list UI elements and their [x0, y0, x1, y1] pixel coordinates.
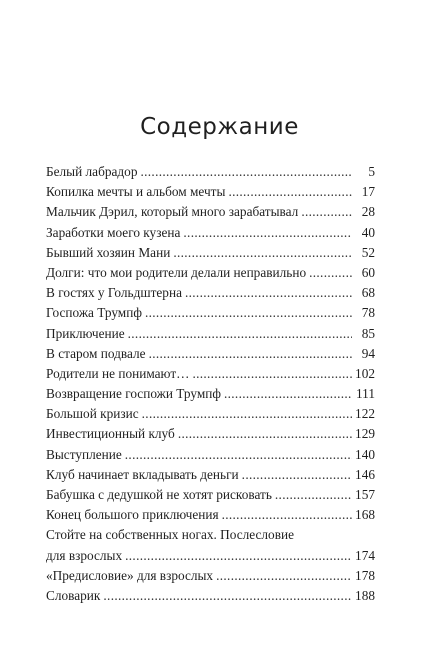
- toc-entry-title: В старом подвале: [46, 345, 146, 361]
- toc-entry-page: 122: [355, 406, 375, 422]
- toc-entry[interactable]: [46, 566, 375, 586]
- toc-leader-dots: [275, 485, 352, 505]
- toc-entry[interactable]: [46, 424, 375, 444]
- toc-entry[interactable]: [46, 202, 375, 222]
- toc-entry-page: 188: [355, 587, 375, 603]
- toc-entry[interactable]: [46, 243, 375, 263]
- toc-entry-page: 85: [361, 325, 375, 341]
- toc-leader-dots: [145, 303, 352, 323]
- toc-entry-page: 68: [361, 285, 375, 301]
- toc-leader-dots: [149, 344, 352, 364]
- toc-entry-title-line1: Стойте на собственных ногах. Послесловие: [46, 527, 294, 543]
- toc-entry[interactable]: [46, 223, 375, 243]
- toc-entry-title: Белый лабрадор: [46, 164, 138, 179]
- toc-entry[interactable]: [46, 182, 375, 202]
- toc-leader-dots: [183, 223, 352, 243]
- toc-entry[interactable]: [46, 162, 375, 182]
- toc-entry-page: 129: [355, 426, 375, 442]
- toc-entry[interactable]: [46, 586, 375, 606]
- toc-entry[interactable]: [46, 283, 375, 303]
- toc-entry-title: Словарик: [46, 587, 101, 603]
- toc-entry[interactable]: [46, 505, 375, 525]
- toc-entry-afterword[interactable]: [46, 525, 375, 565]
- toc-entry[interactable]: [46, 465, 375, 485]
- toc-entry-title: Возвращение госпожи Трумпф: [46, 386, 221, 402]
- toc-entry-page: 102: [355, 365, 375, 381]
- toc-entry-title: Родители не понимают…: [46, 365, 190, 381]
- toc-leader-dots: [125, 445, 352, 465]
- toc-leader-dots: [140, 162, 352, 182]
- toc-leader-dots: [192, 364, 352, 384]
- toc-leader-dots: [178, 424, 352, 444]
- toc-entry[interactable]: [46, 485, 375, 505]
- toc-entry-title: В гостях у Гольдштерна: [46, 285, 182, 301]
- toc-entry-page: 94: [361, 345, 375, 361]
- toc-entry-page: 178: [355, 567, 375, 583]
- toc-entry[interactable]: [46, 384, 375, 404]
- page-title: Содержание: [140, 114, 299, 140]
- toc-entry-title: Приключение: [46, 325, 125, 341]
- toc-entry-page: 140: [355, 446, 375, 462]
- toc-entry[interactable]: [46, 303, 375, 323]
- toc-entry-title: Выступление: [46, 446, 122, 462]
- toc-entry-page: 174: [355, 547, 375, 563]
- toc-entry-title: Бабушка с дедушкой не хотят рисковать: [46, 487, 272, 502]
- toc-leader-dots: [301, 202, 352, 222]
- toc-leader-dots: [103, 586, 352, 606]
- toc-leader-dots: [242, 465, 352, 485]
- toc-entry-page: 168: [355, 507, 375, 523]
- toc-entry-title: Долги: что мои родители делали неправильно: [46, 264, 307, 280]
- toc-entry-page: 146: [355, 466, 375, 482]
- toc-entry[interactable]: [46, 344, 375, 364]
- toc-leader-dots: [309, 263, 352, 283]
- toc-leader-dots: [125, 546, 352, 566]
- toc-entry-page: 5: [368, 164, 375, 179]
- toc-entry[interactable]: [46, 364, 375, 384]
- toc-leader-dots: [228, 182, 352, 202]
- toc-entry-page: 52: [361, 244, 375, 260]
- toc-entry[interactable]: [46, 445, 375, 465]
- toc-entry-title: Мальчик Дэрил, который много зарабатывал: [46, 204, 299, 220]
- toc-entry-title: Клуб начинает вкладывать деньги: [46, 466, 239, 482]
- toc-entry-title: «Предисловие» для взрослых: [46, 567, 214, 583]
- toc-entry-title: Большой кризис: [46, 406, 139, 422]
- toc-entry-title: Копилка мечты и альбом мечты: [46, 184, 226, 200]
- toc-entry-page: 78: [361, 305, 375, 321]
- toc-entry-page: 60: [361, 264, 375, 280]
- toc-leader-dots: [128, 324, 352, 344]
- toc-leader-dots: [173, 243, 352, 263]
- toc-leader-dots: [142, 404, 352, 424]
- toc-entry[interactable]: [46, 404, 375, 424]
- toc-entry-page: 157: [355, 487, 375, 502]
- toc-leader-dots: [185, 283, 352, 303]
- toc-entry-page: 28: [361, 204, 375, 220]
- toc-entry-title: Бывший хозяин Мани: [46, 244, 171, 260]
- toc-entry-page: 40: [361, 224, 375, 240]
- toc-entry-title: Конец большого приключения: [46, 507, 219, 523]
- toc-entry-title: Госпожа Трумпф: [46, 305, 142, 321]
- toc-leader-dots: [222, 505, 352, 525]
- toc-entry[interactable]: [46, 263, 375, 283]
- toc-entry-title: Инвестиционный клуб: [46, 426, 175, 442]
- toc-entry-page: 111: [356, 386, 375, 402]
- toc-entry-title: Заработки моего кузена: [46, 224, 181, 240]
- toc-leader-dots: [216, 566, 352, 586]
- table-of-contents: [46, 162, 375, 606]
- toc-leader-dots: [224, 384, 352, 404]
- toc-entry[interactable]: [46, 324, 375, 344]
- toc-entry-title-line2: для взрослых: [46, 547, 123, 563]
- toc-entry-page: 17: [361, 184, 375, 200]
